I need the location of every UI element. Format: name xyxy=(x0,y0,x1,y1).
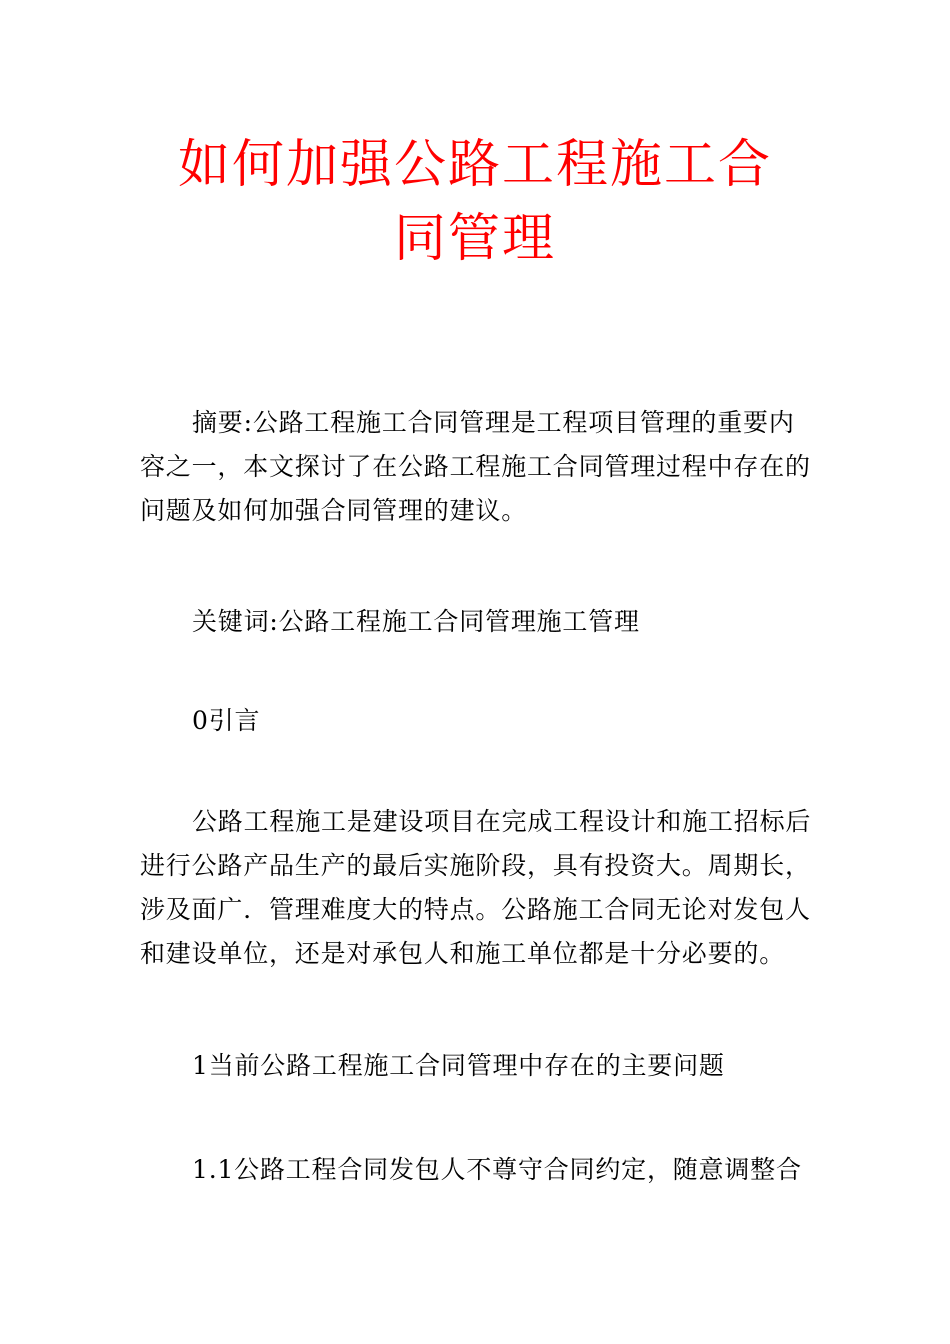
section-1-1-heading xyxy=(140,1148,810,1192)
section-0-heading-text: 0引言 xyxy=(192,706,261,735)
intro-paragraph xyxy=(140,800,810,976)
section-1-heading-text: 1当前公路工程施工合同管理中存在的主要问题 xyxy=(192,1051,725,1080)
section-1-heading xyxy=(140,1044,810,1088)
keywords-line: 关键词:公路工程施工合同管理施工管理 xyxy=(192,607,640,636)
abstract-paragraph xyxy=(140,401,810,533)
abstract-line-2: 容之一，本文探讨了在公路工程施工合同管理过程中存在的 xyxy=(140,452,811,481)
abstract-line-1: 摘要:公路工程施工合同管理是工程项目管理的重要内 xyxy=(192,408,795,437)
document-title-line-2: 同管理 xyxy=(393,209,556,269)
section-1-1-heading-text: 1.1公路工程合同发包人不尊守合同约定，随意调整合 xyxy=(192,1155,802,1184)
intro-line-1: 公路工程施工是建设项目在完成工程设计和施工招标后 xyxy=(192,807,812,836)
section-0-heading xyxy=(140,699,810,743)
document-title-line-1: 如何加强公路工程施工合 xyxy=(177,135,772,195)
keywords-paragraph xyxy=(140,600,810,644)
intro-line-2: 进行公路产品生产的最后实施阶段，具有投资大。周期长， xyxy=(140,851,811,880)
intro-line-3: 涉及面广．管理难度大的特点。公路施工合同无论对发包人 xyxy=(140,895,811,924)
abstract-line-3: 问题及如何加强合同管理的建议。 xyxy=(140,496,528,525)
intro-line-4: 和建设单位，还是对承包人和施工单位都是十分必要的。 xyxy=(140,939,786,968)
